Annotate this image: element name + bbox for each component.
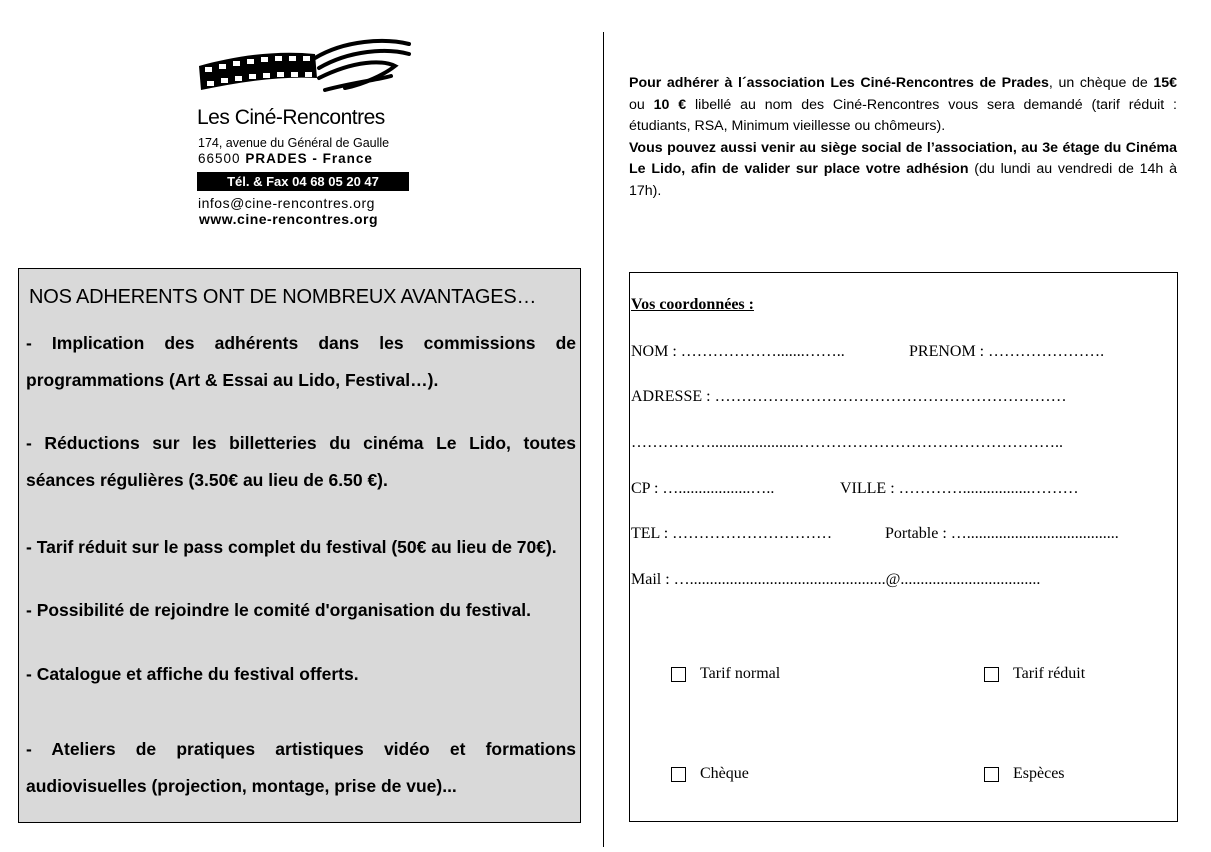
cp-field[interactable]: CP : …..................….. [631,480,775,497]
checkbox-icon[interactable] [671,767,686,782]
advantage-item: - Ateliers de pratiques artistiques vidéo et formations audiovisuelles (projection, montage, prise de vue)... [26,739,576,796]
text: libellé au nom des Ciné-Rencontres vous sera demandé (tarif réduit : étudiants, RSA, Minimum vieillesse ou chômeurs). [629,96,1177,134]
advantage-item: - Implication des adhérents dans les commissions de programmations (Art & Essai au Lido, Festival…). [26,333,576,390]
portable-field[interactable]: Portable : …...................................... [885,525,1119,542]
opening-hours: (du lundi au vendredi de 14h à 17h). [629,161,1177,199]
checkbox-icon[interactable] [984,767,999,782]
adresse-field[interactable]: ADRESSE : ………………………………………………………… [631,388,1067,405]
advantages-panel [18,268,581,823]
membership-form [629,272,1178,822]
especes-checkbox[interactable] [984,765,1065,783]
city-address [198,151,373,166]
association-bold: Pour adhérer à l´association Les Ciné-Rencontres de Prades [629,75,1049,91]
nom-field[interactable]: NOM : ……………….......…….. [631,343,845,360]
visit-bold: Vous pouvez aussi venir au siège social de l’association, au 3e étage du Cinéma Le Lido, afin de valider sur place votre adhésion [629,139,1177,177]
advantage-item: - Possibilité de rejoindre le comité d'organisation du festival. [26,600,531,620]
advantage-item: - Catalogue et affiche du festival offerts. [26,664,359,684]
association-name: Les Ciné-Rencontres [197,106,385,129]
tarif-reduit-checkbox[interactable] [984,665,1085,683]
especes-label: Espèces [1013,765,1065,782]
visit-paragraph [629,138,1177,203]
tarif-normal-label: Tarif normal [700,665,781,682]
tarif-normal-checkbox[interactable] [671,665,780,683]
film-strip-logo-graphic [195,38,415,108]
membership-fee-paragraph [629,73,1177,138]
advantage-item: - Tarif réduit sur le pass complet du festival (50€ au lieu de 70€). [26,537,557,557]
street-address: 174, avenue du Général de Gaulle [198,136,390,150]
membership-instructions [629,73,1177,202]
text: ou [629,96,654,113]
advantages-title: NOS ADHERENTS ONT DE NOMBREUX AVANTAGES… [29,286,537,308]
cheque-checkbox[interactable] [671,765,749,783]
tarif-reduit-label: Tarif réduit [1013,665,1086,682]
cheque-label: Chèque [700,765,749,782]
phone-banner: Tél. & Fax 04 68 05 20 47 [197,172,409,191]
association-logo [195,38,415,233]
vertical-fold-line [603,32,604,847]
checkbox-icon[interactable] [671,667,686,682]
text: , un chèque de [1048,75,1154,91]
email-address: infos@cine-rencontres.org [198,195,375,211]
checkbox-icon[interactable] [984,667,999,682]
ville-field[interactable]: VILLE : ………….................……… [840,480,1079,497]
prenom-field[interactable]: PRENOM : …………………. [909,343,1105,360]
website-address: www.cine-rencontres.org [199,211,379,227]
fee-full: 15€ [1153,75,1177,91]
form-title: Vos coordonnées : [631,296,754,313]
adresse-line2-field[interactable]: ……………......................………………………………………….. [631,434,1063,451]
city: PRADES - France [245,151,373,166]
fee-reduced: 10 € [653,96,687,113]
advantage-item: - Réductions sur les billetteries du cinéma Le Lido, toutes séances régulières (3.50€ au lieu de 6.50 €). [26,433,576,490]
postcode: 66500 [198,151,241,166]
tel-field[interactable]: TEL : ………………………… [631,525,833,542]
mail-field[interactable]: Mail : ….................................................@................................... [631,571,1041,588]
